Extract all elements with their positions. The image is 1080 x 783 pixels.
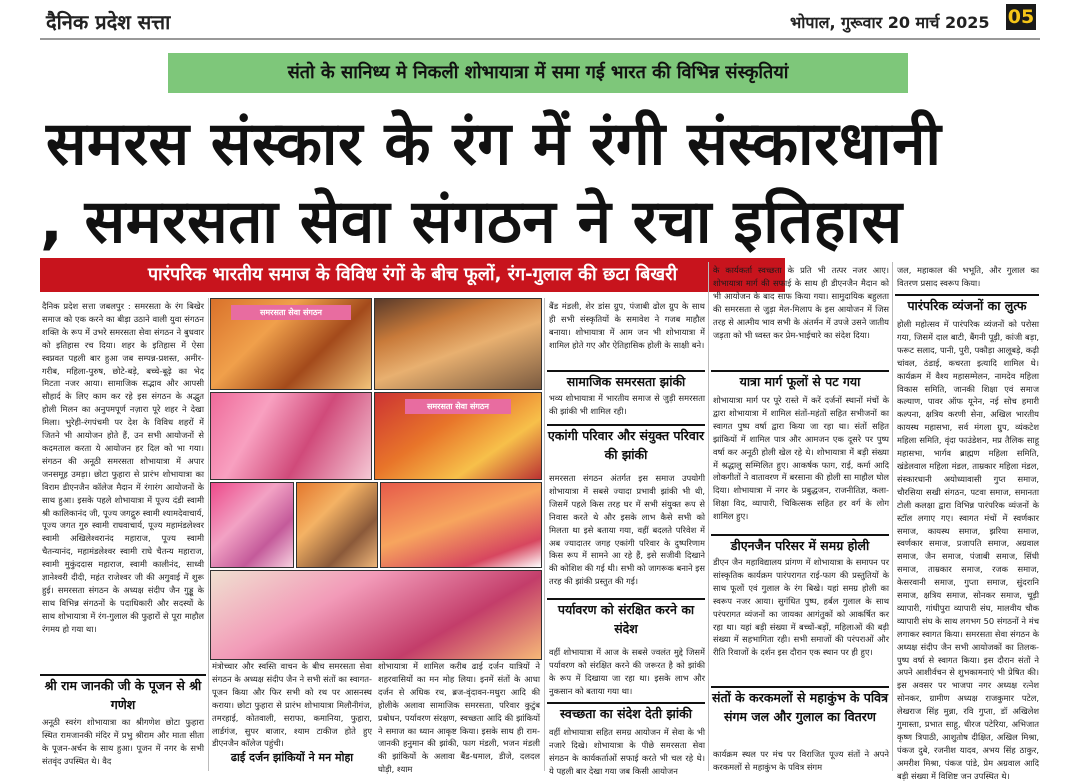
photo-crowd bbox=[210, 570, 542, 660]
col4-para-3-text: डीएन जैन महाविद्यालय प्रांगण में शोभायात्रा के समापन पर सांस्कृतिक कार्यक्रम पारंपरागत राई-फाग की प्रस्तुतियों के साथ फूलों एवं गुलाल के रंग बिखे। यहां समग्र होली का स्वरूप नजर आया। सुगंधित पुष्प, हर्बल गुलाल के साथ परंपरागत व्यंजनों का जायका आगंतुकों को आकर्षित कर रहा था। यहां बड़ी संख्या में बच्चों-बड़ों, महिलाओं की बड़ी संख्या में सहभागिता रही। सभी समाजों की परंपराओं और रीति रिवाजों के दर्शन इस दौरान एक स्थान पर ही हुए। bbox=[713, 557, 889, 658]
col1-lead-text: दैनिक प्रदेश सत्ता जबलपुर : समरसता के रंग बिखेर समाज को एक करने का बीड़ा उठाने वाली युवा संगठन शक्ति के रूप में उभरे समरसता सेवा संगठन ने बुधवार को इतिहास रच दिया। शहर के इतिहास में ऐसा स्वप्नवत पहली बार हुआ जब सम्पन्न-प्रशस्त, अमीर-गरीब, महिला-पुरुष, छोटे-बड़े, बच्चे-बूढ़े का भेद मिटता नजर आया। सामाजिक सद्भाव और आपसी सौहार्द के लिए काम कर रहे इस संगठन के अद्भुत होली मिलन का अनुपमपूर्ण नज़ारा पूरे शहर ने देखा मिला। भुरेही-रंगपंचमी पर देश के विविध शहरों में जितने भी आयोजन होते हैं, उन सभी आयोजनों से कदमताल करता ये आयोजन हर दिल को भा गया। संगठन की अनूठी समरसता शोभायात्रा में अपार जनसमूह उमड़ा। छोटा फुहारा से प्रारंभ शोभायात्रा का विराम डीएनजैन कॉलेज मैदान में रंगारंग आयोजनों के साथ हुआ। इसके पहले शोभायात्रा में पूज्य दंडी स्वामी श्री कालिकानंद जी, पूज्य जगद्गुरु स्वामी श्यामदेवाचार्य, पूज्य जगत गुरु स्वामी राघवाचार्य, पूज्य महामंडलेश्वर स्वामी अखिलेश्वरानंद महाराज, पूज्य स्वामी चैतन्यानंद, महामंडलेश्वर स्वामी राघे चैतन्य महाराज, स्वामी मुकुंददास महाराज, स्वामी कालीनंद, साध्वी ज्ञानेश्वरी दीदी, महंत राजेश्वर जी की अगुवाई में शुरू हुई। समरसता संगठन के अध्यक्ष संदीप जैन गुड्डू के साथ विभिन्न संगठनों के पदाधिकारी और सदस्यों के साथ शोभायात्रा में रंग-गुलाल की फुहारों से पूरा माहौल रंगमय हो गया था। bbox=[42, 301, 204, 634]
col3-para-5 bbox=[549, 726, 705, 776]
col4-subhead-2: डीएनजैन परिसर में समग्र होली bbox=[711, 534, 889, 555]
col3-para-4 bbox=[549, 646, 705, 698]
col4-para-1-text: के कार्यकर्ता स्वच्छता के प्रति भी तत्पर नजर आए। शोभायात्रा मार्ग की सफाई के साथ ही डीएनजैन मैदान को भी आयोजन के बाद साफ किया गया। सामुदायिक बहुलता की समरसता से जुड़ा मेल-मिलाप के इस आयोजन में जिस तरह से आत्मीय भाव सभी के अंतर्मन में उपजे उसने जातीय जड़ता को भी ध्वस्त कर प्रेम-भाईचारे का संदेश दिया। bbox=[713, 265, 889, 340]
col5-subhead-1: पारंपरिक व्यंजनों का लुत्फ bbox=[895, 294, 1039, 315]
col5-para-2 bbox=[897, 318, 1039, 781]
date-line: भोपाल, गुरूवार 20 मार्च 2025 bbox=[790, 13, 990, 32]
col3-para-5-text: वहीं शोभायात्रा सहित समग्र आयोजन में सेवा के भी नजारे दिखे। शोभायात्रा के पीछे समरसता सेवा संगठन के कार्यकर्ताओं सफाई करते भी चल रहे थे। ये पहली बार देखा गया जब किसी आयोजन bbox=[549, 727, 705, 776]
photo-gathering bbox=[374, 298, 542, 390]
page-number-badge: 05 bbox=[1007, 6, 1035, 28]
col3-subhead-3: पर्यावरण को संरक्षित करने का संदेश bbox=[547, 598, 705, 638]
col1-lead bbox=[42, 300, 204, 672]
col3-para-2-text: भव्य शोभायात्रा में भारतीय समाज से जुड़ी समरसता की झांकी भी शामिल रही। bbox=[549, 393, 705, 416]
column-3 bbox=[544, 298, 707, 776]
photo-procession-group bbox=[374, 392, 542, 480]
col4-para-4 bbox=[713, 748, 889, 771]
col4-subhead-1: यात्रा मार्ग फूलों से पट गया bbox=[711, 370, 889, 391]
col4-para-3 bbox=[713, 556, 889, 680]
newspaper-name: दैनिक प्रदेश सत्ता bbox=[46, 10, 171, 34]
col5-para-1 bbox=[897, 264, 1039, 290]
col3-subhead-1: सामाजिक समरसता झांकी bbox=[547, 370, 705, 391]
kicker-strap: संतो के सानिध्य मे निकली शोभायात्रा में समा गई भारत की विभिन्न संस्कृतियां bbox=[168, 53, 908, 93]
photo-group-banner: समरसता सेवा संगठन bbox=[405, 399, 511, 414]
column-4 bbox=[708, 262, 891, 771]
col3-para-3-text: समरसता संगठन अंतर्गत इस समाज उपयोगी शोभायात्रा में सबसे ज्यादा प्रभावी झांकी भी थी, जिसमें पहले किस तरह घर में सभी संयुक्त रूप से निवास करते थे और इसके लाभ कैसे सभी को मिलता था इसे बताया गया, वहीं बदलते परिवेश में अब ज्यादातर जगह एकांगी परिवार के दुष्परिणाम किस रूप में सामने आ रहे हैं, इसे सजीवी दिखाने की कोशिश की गई थी। सभी को जागरूक बनाने इस तरह की झांकी प्रस्तुत की गई। bbox=[549, 473, 705, 587]
col5-para-1-text: जल, महाकाल की भभूति, और गुलाल का वितरण प्रसाद स्वरूप किया। bbox=[897, 265, 1039, 288]
photo-street-procession bbox=[210, 482, 294, 568]
photo-flower-shower bbox=[210, 392, 372, 480]
col4-para-4-text: कार्यक्रम स्थल पर मंच पर विराजित पूज्य संतों ने अपने करकमलों से महाकुंभ के पवित्र संगम bbox=[713, 749, 889, 772]
masthead-rule bbox=[40, 38, 1040, 40]
col3-para-2 bbox=[549, 392, 705, 418]
col1-para-2 bbox=[42, 716, 204, 768]
col4-subhead-3: संतों के करकमलों से महाकुंभ के पवित्र संगम जल और गुलाल का वितरण bbox=[711, 686, 889, 726]
masthead bbox=[0, 0, 1080, 40]
photo-caption-left bbox=[212, 660, 372, 750]
photo-caption-left-text: मंत्रोच्चार और स्वस्ति वाचन के बीच समरसता सेवा संगठन के अध्यक्ष संदीप जैन ने सभी संतों का स्वागत-पूजन किया और फिर सभी को रथ पर आसनस्थ कराया। छोटा फुहारा से प्रारंभ शोभायात्रा मिलौनीगंज, तमरहाई, कोतवाली, सराफा, कमानिया, फुहारा, लार्डगंज, सुपर बाजार, श्याम टाकीज होते हुए डीएनजैन कॉलेज पहुंची। bbox=[212, 661, 372, 749]
photo-chariot bbox=[296, 482, 378, 568]
col4-para-2 bbox=[713, 394, 889, 530]
col4-para-1 bbox=[713, 264, 889, 368]
col3-para-3 bbox=[549, 472, 705, 588]
photo-color-play bbox=[380, 482, 542, 568]
col4-para-2-text: शोभायात्रा मार्ग पर पूरे रास्ते में करें दर्जनों स्थानों मंचों के द्वारा शोभायात्रा में शामिल संतों-महंतों सहित सभीजनों का स्वागत पुष्प वर्षा द्वारा किया जा रहा था। संतों सहित झांकियों में शामिल पात्र और आमजन एक दूसरे पर पुष्प वर्षा कर अनूठी होली खेल रहे थे। शोभायात्रा में बड़ी संख्या में श्रद्धालु सम्मिलित हुए। आकर्षक फाग, राई, कर्मा आदि लोकगीतों ने वातावरण में बरसाना की होली सा माहौल घोल दिया। शोभायात्रा में नगर के प्रबुद्धजन, राजनीतिज्ञ, कला-शिक्षा विद, व्यापारी, चिकित्सक सहित हर वर्ग के लोग शामिल हुए। bbox=[713, 395, 889, 522]
column-1 bbox=[40, 298, 209, 771]
photo-collage bbox=[210, 298, 540, 658]
photo-saints-stage bbox=[210, 298, 372, 390]
col1-subhead: श्री राम जानकी जी के पूजन से श्री गणेश bbox=[40, 674, 206, 714]
photo-caption-right bbox=[378, 660, 540, 775]
col3-para-4-text: वहीं शोभायात्रा में आज के सबसे ज्वलंत मुद्दे जिसमें पर्यावरण को संरक्षित करने की जरूरत है को झांकी के रूप में दिखाया जा रहा था। इसके लाभ और नुकसान को बताया गया था। bbox=[549, 647, 705, 696]
photo-subhead-left: ढाई दर्जन झांकियों ने मन मोहा bbox=[230, 751, 354, 764]
col3-para-1-text: बैंड मंडली, शेर डांस ग्रुप, पंजाबी ढोल ग्रुप के साथ ही सभी संस्कृतियों के समावेश ने गजब माहौल बनाया। शोभायात्रा में आम जन भी शोभायात्रा में शामिल होते गए और ऐतिहासिक होली के साक्षी बने। bbox=[549, 301, 705, 350]
photo-caption-right-text: शोभायात्रा में शामिल करीब ढाई दर्जन यात्रियों ने शहरवासियों का मन मोह लिया। इनमें संतों के आधा दर्जन से अधिक रथ, ब्रज-वृंदावन-मथुरा आदि की होलीके अलावा सामाजिक समरसता, परिवार कुटुंब प्रबोधन, पर्यावरण संरक्षण, स्वच्छता आदि की झांकियों ने समाज का ध्यान आकृष्ट किया। इसके साथ ही राम-जानकी हनुमान की झांकी, फाग मंडली, भजन मंडली की झांकियों के अलावा बैंड-धमाल, डीजे, दलदल घोड़ी, श्याम bbox=[378, 661, 540, 775]
column-5 bbox=[892, 262, 1041, 781]
col5-para-2-text: होली महोत्सव में पारंपरिक व्यंजनों को परोसा गया, जिसमें दाल बाटी, बैंगनी पूड़ी, कांजी बड़ा, फरूट सलाद, पानी, पुरी, पकौड़ा आलूबड़े, कढ़ी चांवल, ठंडाई, कचरता इत्यादि शामिल थे। कार्यक्रम में वैश्य महासम्मेलन, नामदेव महिला विकास समिति, जानकी शिक्षा एवं समाज कल्याण, पावर ऑफ यूनेन, नई सोच हमारी कल्पना, क्षत्रिय करणी सेना, अखिल भारतीय कायस्थ महासभा, सर्व मंगला ग्रुप, व्यंकटेश महिला समिति, वृंदा फाउंडेशन, मप्र तैलिक साहू महासभा, भार्गव ब्राह्मण महिला समिति, खंडेलवाल महिला मंडल, ताम्रकार महिला मंडल, संस्कारधानी अयोध्यावासी गुप्त समाज, चौरसिया सखी संगठन, पटवा समाज, समानता टोली कलक्षा द्वारा विभिन्न पारंपरिक व्यंजनों के स्टॉल लगाए गए। स्वागत मंचों में स्वर्णकार समाज, कायस्थ समाज, झरिया समाज, स्वर्णकार समाज, प्रजापति समाज, अग्रवाल समाज, जैन समाज, पंजाबी समाज, सिंधी समाज, ताम्रकार समाज, रजक समाज, केसरवानी समाज, गुप्ता समाज, सुंदरानि समाज, क्षत्रिय समाज, सोनकर समाज, चूड़ी व्यापारी, गांधीपुरा व्यापारी संघ, मालवीय चौक व्यापारी संघ के साथ लगभग 50 संगठनों ने मंच लगाकर स्वागत किया। समरसता सेवा संगठन के अध्यक्ष संदीप जैन सभी आयोजकों का तिलक-पुष्प वर्षा से स्वागत किया। इस दौरान संतों ने अपने आशीर्वचन से शुभकामनाएं भी प्रेषित की। इस अवसर पर भाजपा नगर अध्यक्ष रत्नेश सोनकर, ग्रामीण अध्यक्ष राजकुमार पटेल, लेखराज सिंह मुन्ना, रवि गुप्ता, डॉ अखिलेश गुमास्ता, प्रभात साहू, धीरज पटेरिया, अभिजात कृष्ण त्रिपाठी, आशुतोष दीक्षित, अखिल मिश्रा, पंकज दुबे, रजनीश यादव, अभय सिंह ठाकुर, अमरीश मिश्रा, पंकज पांडे, प्रेम अग्रवाल आदि बड़ी संख्या में विशिष्ट जन उपस्थित थे। bbox=[897, 319, 1039, 781]
photo-stage-banner: समरसता सेवा संगठन bbox=[231, 305, 351, 320]
headline-line-1: समरस संस्कार के रंग में रंगी संस्कारधानी bbox=[46, 109, 942, 179]
col3-subhead-4: स्वच्छता का संदेश देती झांकी bbox=[547, 702, 705, 723]
col3-subhead-2: एकांगी परिवार और संयुक्त परिवार की झांकी bbox=[547, 424, 705, 464]
col3-para-1 bbox=[549, 300, 705, 362]
headline-line-2: , समरसता सेवा संगठन ने रचा इतिहास bbox=[40, 187, 903, 257]
section-banner: पारंपरिक भारतीय समाज के विविध रंगों के बीच फूलों, रंग-गुलाल की छटा बिखरी bbox=[40, 258, 785, 292]
col1-para-2-text: अनूठी स्वरंग शोभायात्रा का श्रीगणेश छोटा फुहारा स्थित रामजानकी मंदिर में प्रभु श्रीराम और माता सीता के पूजन-अर्चन के साथ हुआ। पूजन में नगर के सभी संतवृंद उपस्थित थे। वैद bbox=[42, 717, 204, 766]
